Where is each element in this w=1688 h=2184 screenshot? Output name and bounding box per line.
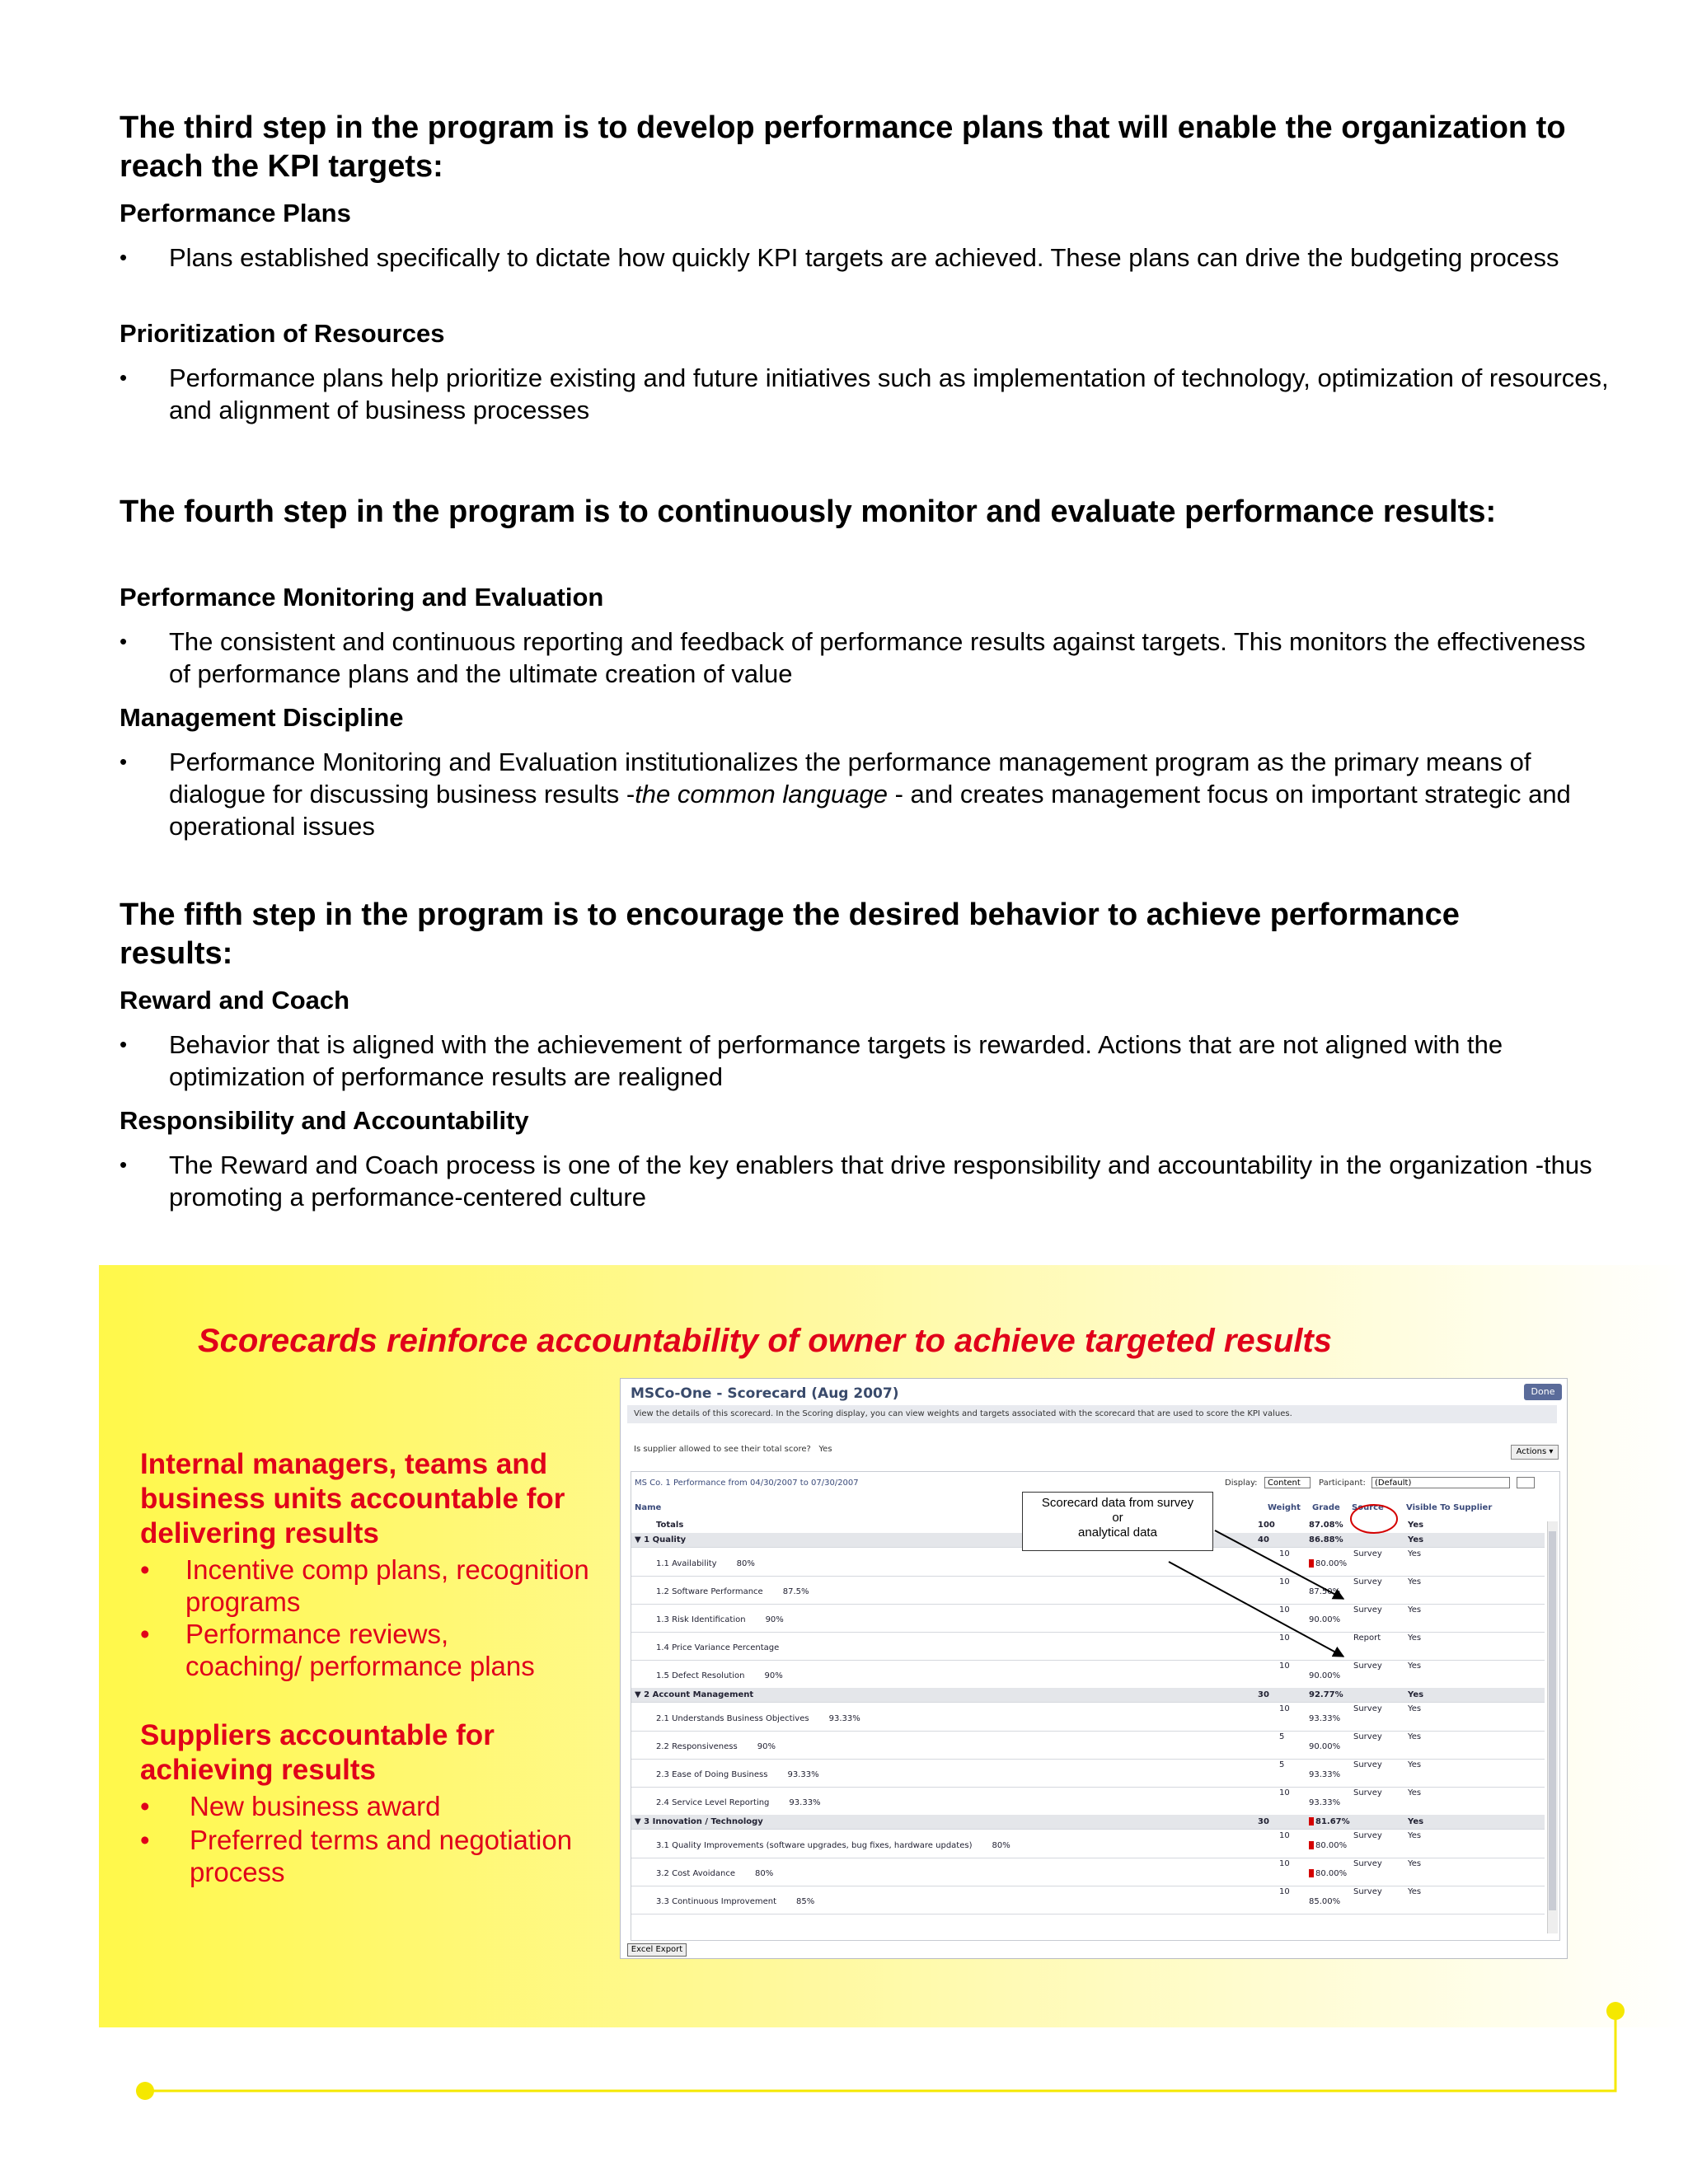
row-name: 1.5 Defect Resolution 90% — [656, 1671, 783, 1680]
scorecard-description: View the details of this scorecard. In the Scoring display, you can view weights and targets associated with the scorecard that are used to score the KPI values. — [627, 1405, 1557, 1423]
connector-dot-right — [1606, 2002, 1625, 2020]
row-name: Totals — [656, 1521, 684, 1530]
step5-bullet-2: The Reward and Coach process is one of the key enablers that drive responsibility and accountability in the organization -thus promoting a performance-centered culture — [169, 1151, 1592, 1212]
left-heading-suppliers: Suppliers accountable for achieving results — [140, 1719, 495, 1786]
callout-arrow-2 — [1169, 1562, 1343, 1657]
column-header-source[interactable]: Source — [1352, 1503, 1384, 1512]
left-bullet-reviews: Performance reviews, coaching/ performance plans — [185, 1619, 535, 1681]
row-grade: 80.00% — [1309, 1559, 1347, 1568]
row-name: ▼ 2 Account Management — [635, 1690, 754, 1699]
row-grade: 92.77% — [1309, 1690, 1343, 1699]
row-name: 1.1 Availability 80% — [656, 1559, 755, 1568]
row-weight: 30 — [1258, 1817, 1269, 1826]
callout-arrow-1 — [1215, 1530, 1343, 1599]
step5-heading: The fifth step in the program is to encourage the desired behavior to achieve performance results: — [120, 898, 1460, 971]
column-header-visible[interactable]: Visible To Supplier — [1406, 1503, 1493, 1512]
row-weight: 100 — [1258, 1521, 1275, 1530]
step5-subheading-responsibility: Responsibility and Accountability — [120, 1106, 529, 1135]
panel-title: Scorecards reinforce accountability of owner to achieve targeted results — [198, 1323, 1332, 1359]
row-grade: 81.67% — [1309, 1817, 1350, 1826]
row-target: 93.33% — [828, 1714, 860, 1723]
left-bullet-preferred-terms: Preferred terms and negotiation process — [190, 1825, 573, 1887]
row-target: 80% — [992, 1841, 1010, 1850]
performance-period-label: MS Co. 1 Performance from 04/30/2007 to 07/30/2007 — [635, 1479, 859, 1488]
row-visible: Yes — [1408, 1704, 1422, 1713]
row-weight: 30 — [1258, 1690, 1269, 1699]
source-highlight-circle — [1351, 1505, 1397, 1533]
row-grade: 80.00% — [1309, 1841, 1347, 1850]
row-grade: 86.88% — [1309, 1535, 1343, 1544]
row-weight: 10 — [1279, 1661, 1290, 1671]
row-grade: 80.00% — [1309, 1869, 1347, 1878]
row-visible: Yes — [1408, 1535, 1424, 1544]
row-grade: 93.33% — [1309, 1714, 1341, 1723]
display-label: Display: — [1225, 1479, 1258, 1488]
row-weight: 5 — [1279, 1732, 1285, 1741]
scorecard-title: MSCo-One - Scorecard (Aug 2007) — [631, 1385, 899, 1402]
step4-bullet-2: Performance Monitoring and Evaluation institutionalizes the performance management program as the primary means of dialogue for discussing business results -the common language - and creates management focus on important strategic and operational issues — [169, 748, 1571, 841]
left-heading-internal: Internal managers, teams and business units accountable for delivering results — [140, 1448, 565, 1549]
row-weight: 10 — [1279, 1704, 1290, 1713]
row-source: Survey — [1353, 1549, 1382, 1558]
row-name: ▼ 3 Innovation / Technology — [635, 1817, 763, 1826]
bullet-glyph: • — [120, 1032, 128, 1057]
row-visible: Yes — [1408, 1549, 1422, 1558]
row-name: ▼ 1 Quality — [635, 1535, 687, 1544]
row-source: Survey — [1353, 1704, 1382, 1713]
done-button[interactable]: Done — [1524, 1384, 1562, 1400]
step4-subheading-monitoring: Performance Monitoring and Evaluation — [120, 583, 604, 612]
row-name: 3.3 Continuous Improvement 85% — [656, 1897, 815, 1906]
emphasis-common-language: the common language — [635, 780, 888, 808]
row-source: Survey — [1353, 1661, 1382, 1671]
bullet-glyph: • — [140, 1619, 150, 1649]
row-weight: 5 — [1279, 1760, 1285, 1769]
row-visible: Yes — [1408, 1690, 1424, 1699]
step4-heading: The fourth step in the program is to continuously monitor and evaluate performance results: — [120, 494, 1497, 529]
row-name: 2.4 Service Level Reporting 93.33% — [656, 1798, 821, 1807]
data-source-callout: Scorecard data from survey or analytical data — [1022, 1492, 1213, 1551]
row-visible: Yes — [1408, 1859, 1422, 1868]
row-source: Report — [1353, 1633, 1381, 1643]
display-select[interactable]: Content — [1264, 1477, 1311, 1488]
actions-dropdown[interactable]: Actions ▾ — [1511, 1445, 1559, 1460]
row-source: Survey — [1353, 1859, 1382, 1868]
bullet-glyph: • — [140, 1791, 150, 1821]
row-grade: 93.33% — [1309, 1770, 1341, 1779]
column-header-grade[interactable]: Grade — [1312, 1503, 1340, 1512]
bullet-glyph: • — [120, 1152, 128, 1177]
row-source: Survey — [1353, 1732, 1382, 1741]
row-grade: 85.00% — [1309, 1897, 1341, 1906]
row-visible: Yes — [1408, 1831, 1422, 1840]
row-target: 93.33% — [787, 1770, 819, 1779]
row-grade: 90.00% — [1309, 1615, 1341, 1624]
column-header-weight[interactable]: Weight — [1268, 1503, 1301, 1512]
row-weight: 10 — [1279, 1633, 1290, 1643]
row-name: 1.2 Software Performance 87.5% — [656, 1587, 809, 1596]
row-weight: 10 — [1279, 1859, 1290, 1868]
row-visible: Yes — [1408, 1521, 1424, 1530]
left-bullet-incentive: Incentive comp plans, recognition programs — [185, 1554, 589, 1617]
bullet-glyph: • — [120, 629, 128, 654]
row-target: 93.33% — [789, 1798, 821, 1807]
row-name: 2.2 Responsiveness 90% — [656, 1742, 776, 1751]
row-visible: Yes — [1408, 1760, 1422, 1769]
row-weight: 10 — [1279, 1887, 1290, 1896]
row-grade: 93.33% — [1309, 1798, 1341, 1807]
row-target: 90% — [757, 1742, 776, 1751]
row-weight: 40 — [1258, 1535, 1269, 1544]
row-name: 2.3 Ease of Doing Business 93.33% — [656, 1770, 819, 1779]
row-target: 80% — [755, 1869, 774, 1878]
supplier-score-question: Is supplier allowed to see their total score? Yes — [634, 1445, 832, 1454]
row-weight: 10 — [1279, 1577, 1290, 1586]
bullet-glyph: • — [120, 365, 128, 390]
step3-subheading-performance-plans: Performance Plans — [120, 199, 351, 227]
row-name: 1.4 Price Variance Percentage — [656, 1643, 780, 1652]
participant-label: Participant: — [1319, 1479, 1366, 1488]
row-source: Survey — [1353, 1760, 1382, 1769]
participant-select[interactable]: (Default) — [1372, 1477, 1510, 1488]
row-weight: 10 — [1279, 1831, 1290, 1840]
step3-subheading-prioritization: Prioritization of Resources — [120, 319, 445, 348]
step3-heading: The third step in the program is to develop performance plans that will enable the organization to reach the KPI targets: — [120, 110, 1566, 184]
row-grade: 90.00% — [1309, 1671, 1341, 1680]
row-source: Survey — [1353, 1577, 1382, 1586]
connector-line — [145, 2011, 1615, 2091]
row-target: 87.5% — [782, 1587, 809, 1596]
step5-bullet-1: Behavior that is aligned with the achievement of performance targets is rewarded. Actions that are not aligned with the optimization of performance results are realigned — [169, 1030, 1503, 1091]
row-visible: Yes — [1408, 1817, 1424, 1826]
row-weight: 10 — [1279, 1788, 1290, 1797]
column-header-name[interactable]: Name — [635, 1503, 662, 1512]
row-name: 3.1 Quality Improvements (software upgrades, bug fixes, hardware updates) 80% — [656, 1841, 1010, 1850]
supplier-score-answer: Yes — [818, 1445, 832, 1454]
row-name: 2.1 Understands Business Objectives 93.33% — [656, 1714, 860, 1723]
step4-bullet-1: The consistent and continuous reporting and feedback of performance results against targets. This monitors the effectiveness of performance plans and the ultimate creation of value — [169, 627, 1586, 688]
row-visible: Yes — [1408, 1887, 1422, 1896]
bullet-glyph: • — [120, 749, 128, 774]
row-target: 90% — [764, 1671, 783, 1680]
step3-bullet-1: Plans established specifically to dictate how quickly KPI targets are achieved. These plans can drive the budgeting process — [169, 243, 1559, 272]
row-visible: Yes — [1408, 1633, 1422, 1643]
row-source: Survey — [1353, 1605, 1382, 1615]
step4-subheading-discipline: Management Discipline — [120, 703, 404, 732]
row-visible: Yes — [1408, 1788, 1422, 1797]
row-visible: Yes — [1408, 1577, 1422, 1586]
bullet-glyph: • — [140, 1554, 150, 1585]
bullet-glyph: • — [140, 1825, 150, 1855]
bullet-glyph: • — [120, 245, 128, 269]
row-visible: Yes — [1408, 1661, 1422, 1671]
row-target: 80% — [736, 1559, 755, 1568]
row-grade: 90.00% — [1309, 1742, 1341, 1751]
row-name: 3.2 Cost Avoidance 80% — [656, 1869, 774, 1878]
step5-subheading-reward: Reward and Coach — [120, 986, 350, 1015]
row-target: 90% — [765, 1615, 784, 1624]
row-target: 85% — [796, 1897, 815, 1906]
row-source: Survey — [1353, 1788, 1382, 1797]
row-name: 1.3 Risk Identification 90% — [656, 1615, 784, 1624]
row-grade: 87.08% — [1309, 1521, 1343, 1530]
step3-bullet-2: Performance plans help prioritize existing and future initiatives such as implementation of technology, optimization of resources, and alignment of business processes — [169, 363, 1609, 424]
row-visible: Yes — [1408, 1605, 1422, 1615]
row-weight: 10 — [1279, 1549, 1290, 1558]
row-grade: 87.50% — [1309, 1587, 1341, 1596]
excel-export-button[interactable]: Excel Export — [627, 1943, 687, 1957]
row-source: Survey — [1353, 1831, 1382, 1840]
left-bullet-new-business: New business award — [190, 1791, 441, 1821]
row-source: Survey — [1353, 1887, 1382, 1896]
connector-dot-left — [136, 2082, 154, 2100]
row-visible: Yes — [1408, 1732, 1422, 1741]
row-weight: 10 — [1279, 1605, 1290, 1615]
